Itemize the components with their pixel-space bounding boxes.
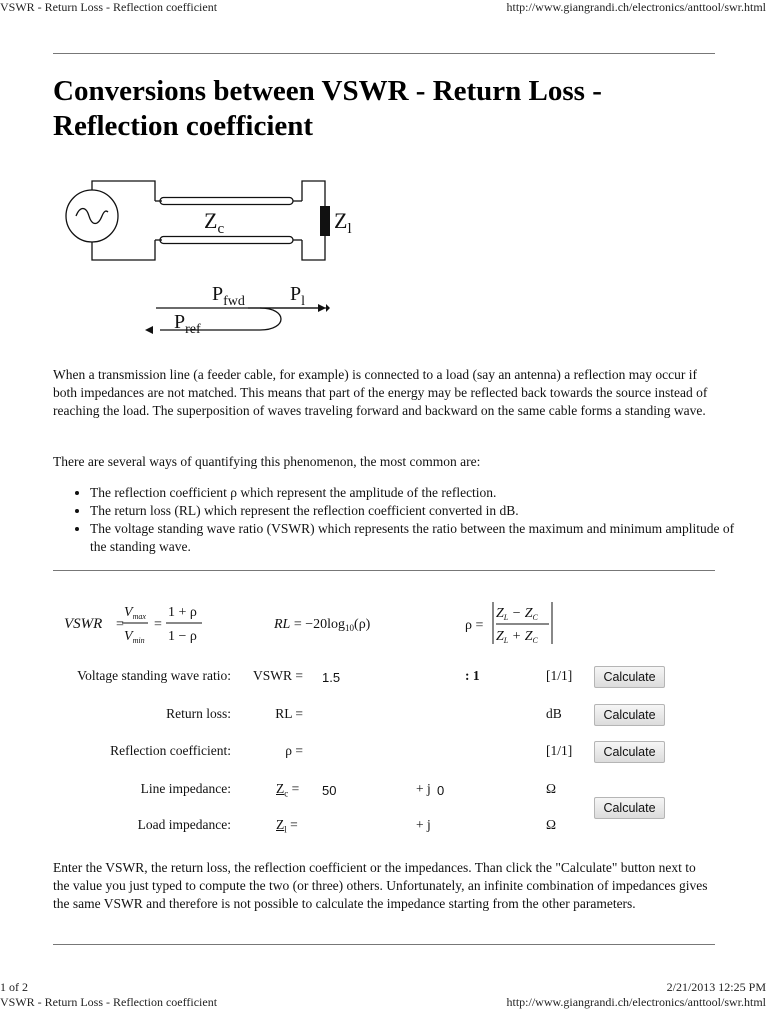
rho-label: Reflection coefficient:: [110, 743, 231, 758]
zc-symbol: $Z_c$ =: [276, 781, 300, 799]
svg-text:Pref: $P_{ref}$: [174, 311, 201, 337]
rl-symbol: RL =: [275, 706, 303, 721]
svg-text:Vmin: $V_{min}$: [124, 629, 145, 645]
top-divider: [53, 53, 715, 54]
rho-unit: [1/1]: [546, 743, 573, 758]
sine-wave-icon: [76, 209, 108, 224]
print-page-number: 1 of 2: [0, 980, 28, 994]
svg-text:Pl: $P_l$: [290, 283, 306, 309]
intro-paragraph: When a transmission line (a feeder cable, for example) is connected to a load (say an antenna) a reflection may occur if both impedances are not matched. This means that part of the energy may be reflected back towards the source instead of reaching the load. The superposition of waves traveling forward and backward on the same cable forms a standing wave.: [53, 367, 708, 418]
rl-formula: [274, 610, 404, 640]
vswr-ratio-suffix: : 1: [465, 668, 480, 683]
print-footer-url: http://www.giangrandi.ch/electronics/anttool/swr.html: [506, 995, 766, 1009]
print-datetime: 2/21/2013 12:25 PM: [666, 980, 766, 994]
zl-unit: Ω: [546, 817, 557, 832]
calculate-rl-button[interactable]: Calculate: [594, 704, 665, 726]
svg-text:Pfwd: $P_{fwd}$: [212, 283, 245, 309]
svg-text:ρ =: ρ =: [465, 618, 484, 633]
rl-input[interactable]: [316, 705, 456, 725]
print-header-title: VSWR - Return Loss - Reflection coefficient: [0, 0, 218, 14]
vswr-unit: [1/1]: [546, 668, 573, 683]
zl-symbol: $Z_l$ =: [276, 817, 298, 835]
load-impedance-label: Load impedance:: [137, 817, 231, 832]
cable-upper: [160, 198, 293, 205]
cable-lower: [160, 237, 293, 244]
vswr-symbol: VSWR =: [253, 668, 303, 683]
svg-text:1 + ρ: 1 + ρ: [168, 605, 197, 620]
vswr-input[interactable]: [316, 667, 456, 687]
formula-divider: [53, 570, 715, 571]
rho-symbol: ρ =: [285, 743, 303, 758]
zc-unit: Ω: [546, 781, 557, 796]
load-resistor: [320, 206, 330, 236]
svg-text:Zc: $Z_c$: [204, 208, 225, 237]
list-item: • The return loss (RL) which represent the reflection coefficient converted in dB.: [90, 502, 752, 520]
rl-label: Return loss:: [166, 706, 231, 721]
instructions-paragraph: Enter the VSWR, the return loss, the reflection coefficient or the impedances. Than click the "Calculate" button next to the value you just typed to compute the two (or three) others. Unfortunately, an infinite combination of impedances gives the same VSWR and therefore is not possible to calculate the impedance starting from the other parameters.: [53, 860, 708, 911]
zl-real-input[interactable]: [316, 816, 412, 836]
vswr-label: Voltage standing wave ratio:: [77, 668, 231, 683]
svg-text:=: =: [154, 617, 162, 632]
line-impedance-label: Line impedance:: [140, 781, 231, 796]
list-item: • The voltage standing wave ratio (VSWR) which represents the ratio between the maximum and minimum amplitude of the standing wave.: [90, 520, 752, 556]
zc-imag-prefix: + j: [416, 781, 431, 796]
ways-paragraph: There are several ways of quantifying this phenomenon, the most common are:: [53, 454, 481, 469]
vswr-formula: [64, 600, 214, 646]
list-item: • The reflection coefficient ρ which represent the amplitude of the reflection.: [90, 484, 752, 502]
zc-imag-input[interactable]: [431, 780, 531, 800]
svg-text:1 − ρ: 1 − ρ: [168, 629, 197, 644]
calculate-vswr-button[interactable]: Calculate: [594, 666, 665, 688]
transmission-line-diagram: [60, 168, 360, 338]
print-header-url: http://www.giangrandi.ch/electronics/anttool/swr.html: [506, 0, 766, 14]
print-footer-title: VSWR - Return Loss - Reflection coefficient: [0, 995, 218, 1009]
svg-text:Zl: $Z_l$: [334, 208, 352, 237]
svg-text:RL = −20log10(ρ): RL = $-20\log_{10}(\rho)$: [274, 617, 371, 633]
rho-input[interactable]: [316, 742, 456, 762]
svg-text:ZL − ZC: $Z_L - Z_C$: [496, 606, 538, 622]
rl-unit: dB: [546, 706, 562, 721]
rho-formula: [465, 600, 575, 648]
svg-text:=: =: [116, 617, 124, 632]
zl-imag-prefix: + j: [416, 817, 431, 832]
calculate-impedance-button[interactable]: Calculate: [594, 797, 665, 819]
calculate-rho-button[interactable]: Calculate: [594, 741, 665, 763]
zl-imag-input[interactable]: [431, 816, 531, 836]
page-title: Conversions between VSWR - Return Loss - Reflection coefficient: [53, 75, 602, 142]
ac-source-icon: [66, 190, 118, 242]
zc-real-input[interactable]: [316, 780, 412, 800]
svg-text:Vmax: $V_{max}$: [124, 605, 146, 621]
svg-text:VSWR: VSWR: [64, 616, 103, 632]
quantity-list: [53, 484, 752, 556]
bottom-divider: [53, 944, 715, 945]
svg-text:ZL + ZC: $Z_L + Z_C$: [496, 629, 538, 645]
